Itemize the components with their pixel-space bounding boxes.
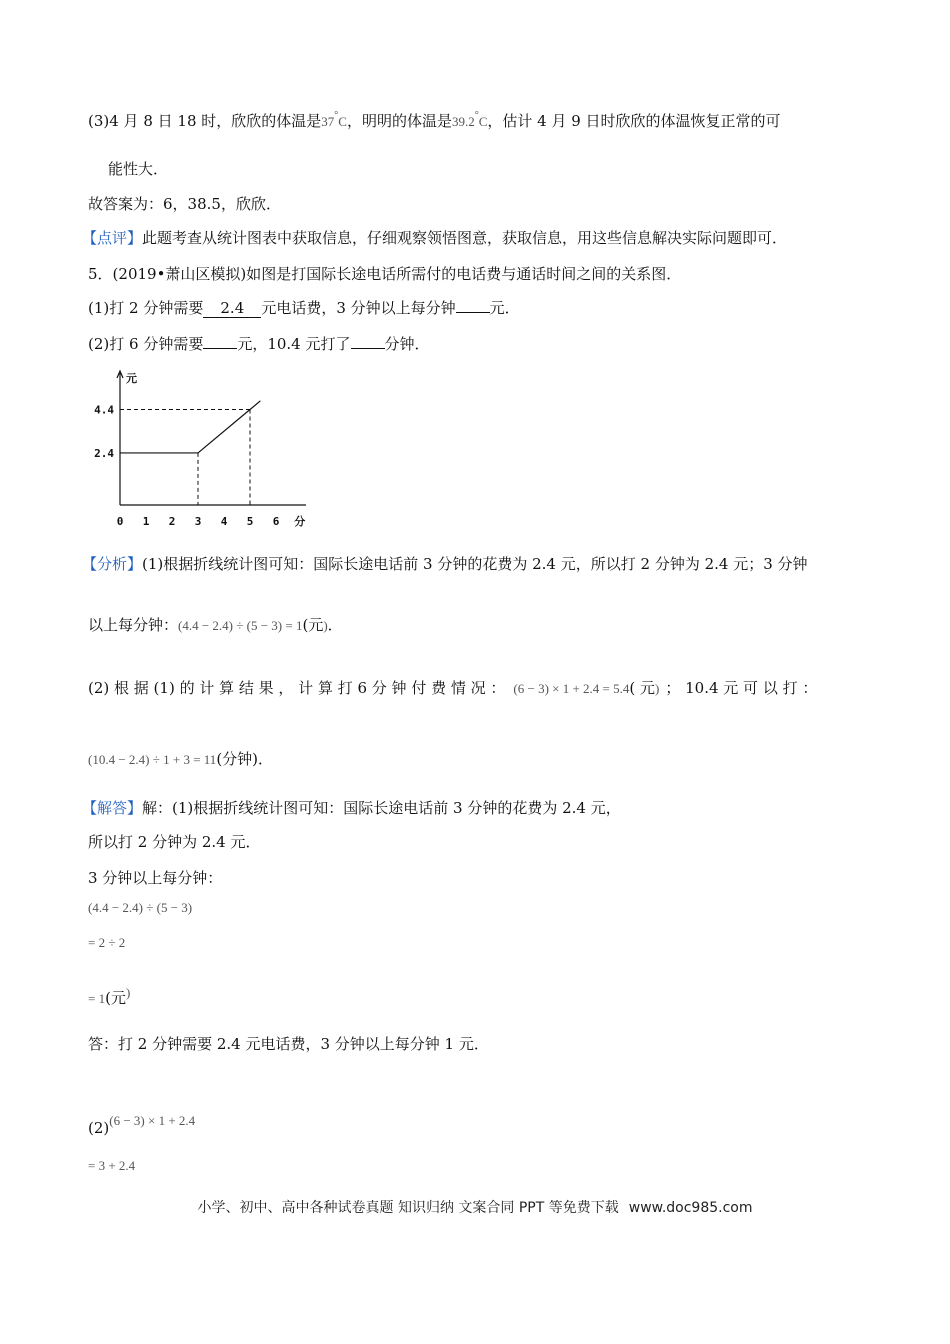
y-axis-label: 元 [126, 372, 137, 385]
comment-tag: 【点评】 [82, 229, 143, 247]
solution-line2: 所以打 2 分钟为 2.4 元． [88, 833, 261, 851]
answer-blank-4 [351, 348, 385, 349]
temp-mingming: 39.2°C [451, 110, 488, 129]
x-tick-label: 6 [272, 515, 280, 528]
x-tick-label: 1 [142, 515, 150, 528]
y-tick-label: 2.4 [94, 446, 114, 460]
previous-answer: 故答案为：6，38.5，欣欣． [88, 195, 281, 213]
phone-fee-chart [84, 365, 334, 535]
x-tick-label: 0 [116, 515, 124, 528]
solution-part2-math2: = 3 + 2.4 [88, 1158, 136, 1173]
solution-math2: = 2 ÷ 2 [88, 935, 126, 950]
part3-line2: 能性大． [108, 160, 169, 178]
answer-blank-2 [456, 312, 490, 313]
analysis-line2: 以上每分钟：(4.4 − 2.4) ÷ (5 − 3) = 1(元)． [88, 616, 343, 634]
comment-line [82, 227, 787, 248]
analysis-tag: 【分析】 [82, 555, 143, 573]
part3-text-b: ，明明的体温是 [346, 112, 452, 130]
solution-part2: (2)(6 − 3) × 1 + 2.4 [88, 1113, 196, 1137]
formula-minutes: (10.4 − 2.4) ÷ 1 + 3 = 11 [88, 752, 217, 767]
comment-text: 此题考查从统计图表中获取信息，仔细观察领悟图意，获取信息，用这些信息解决实际问题即可． [142, 229, 788, 247]
analysis-line1: 【分析】(1)根据折线统计图可知：国际长途电话前 3 分钟的花费为 2.4 元，所以打 2 分钟为 2.4 元；3 分钟 [82, 555, 808, 573]
answer-blank-3 [203, 348, 237, 349]
x-tick-label: 2 [168, 515, 176, 528]
footer-text: 小学、初中、高中各种试卷真题 知识归纳 文案合同 PPT 等免费下载 [197, 1200, 619, 1216]
temp-xinxin: 37°C [321, 110, 347, 129]
solution-math3: = 1(元) [88, 985, 131, 1007]
solution-answer: 答：打 2 分钟需要 2.4 元电话费，3 分钟以上每分钟 1 元． [88, 1035, 489, 1053]
solution-tag: 【解答】 [82, 799, 143, 817]
answer-blank-1: 2.4 [203, 299, 261, 318]
part3-text-c: ，估计 4 月 9 日时欣欣的体温恢复正常的可 [487, 112, 781, 130]
footer-site-link[interactable]: www.doc985.com [628, 1200, 753, 1216]
x-tick-label: 5 [246, 515, 254, 528]
part3-line1 [88, 110, 781, 131]
question5-part1: (1)打 2 分钟需要 2.4 元电话费，3 分钟以上每分钟 元． [88, 299, 520, 317]
part3-text-a: (3)4 月 8 日 18 时，欣欣的体温是 [88, 112, 322, 130]
analysis-line4: (10.4 − 2.4) ÷ 1 + 3 = 11(分钟)． [88, 750, 274, 768]
analysis-line3: (2) 根 据 (1) 的 计 算 结 果 ， 计 算 打 6 分 钟 付 费 情 况 ： (6 − 3) × 1 + 2.4 = 5.4( 元) ； 10.4 元 可 以 打 ： [88, 679, 818, 697]
fee-series-line [120, 401, 260, 453]
question5-stem: 5．(2019•萧山区模拟)如图是打国际长途电话所需付的电话费与通话时间之间的关系图． [88, 265, 682, 283]
solution-part2-math1: (6 − 3) × 1 + 2.4 [109, 1113, 196, 1128]
solution-line1: 【解答】解：(1)根据折线统计图可知：国际长途电话前 3 分钟的花费为 2.4 元， [82, 799, 621, 817]
solution-math1: (4.4 − 2.4) ÷ (5 − 3) [88, 900, 193, 915]
x-tick-label: 4 [220, 515, 228, 528]
formula-six-minutes: (6 − 3) × 1 + 2.4 = 5.4 [513, 681, 630, 696]
y-tick-label: 4.4 [94, 403, 114, 417]
page-footer [0, 1197, 950, 1217]
solution-line3: 3 分钟以上每分钟： [88, 869, 223, 887]
formula-rate: (4.4 − 2.4) ÷ (5 − 3) = 1 [178, 618, 303, 633]
x-axis-label: 分 [294, 515, 306, 528]
x-tick-label: 3 [194, 515, 202, 528]
question5-part2: (2)打 6 分钟需要 元，10.4 元打了 分钟． [88, 335, 430, 353]
